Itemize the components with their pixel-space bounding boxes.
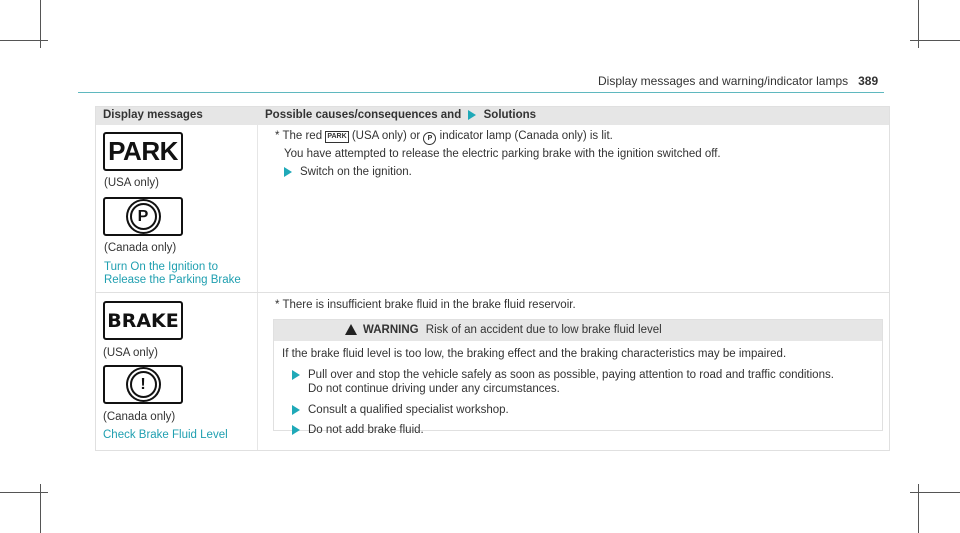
canada-only-note: (Canada only) (103, 411, 176, 423)
header-title: Display messages and warning/indicator lamps (598, 74, 849, 88)
cause-text: * The red PARK (USA only) or P indicator lamp (Canada only) is lit. (275, 130, 613, 145)
display-message-text: Turn On the Ignition to (104, 261, 219, 273)
canada-only-note: (Canada only) (104, 242, 177, 254)
warning-box (273, 319, 883, 436)
cause-text: * There is insufficient brake fluid in the brake fluid reservoir. (275, 299, 576, 311)
page-header (598, 74, 878, 88)
warning-text: If the brake fluid level is too low, the braking effect and the braking characteristics may be impaired. (282, 348, 787, 360)
parking-brake-inline-icon: P (423, 132, 436, 145)
arrow-icon (468, 110, 476, 120)
column-divider (257, 125, 258, 450)
solution-step: Switch on the ignition. (284, 166, 412, 178)
row-divider (96, 292, 889, 293)
usa-only-note: (USA only) (103, 347, 158, 359)
display-message-text: Check Brake Fluid Level (103, 429, 228, 441)
warning-triangle-icon (345, 324, 357, 335)
column-header-causes: Possible causes/consequences and Solutions (265, 109, 537, 121)
arrow-icon (292, 425, 300, 435)
display-message-text: Release the Parking Brake (104, 274, 241, 286)
brake-warning-lamp-icon: ! (103, 365, 183, 404)
warning-step-continued: Do not continue driving under any circumstances. (308, 383, 560, 395)
parking-brake-lamp-icon: P (103, 197, 183, 236)
arrow-icon (292, 405, 300, 415)
warning-step: Pull over and stop the vehicle safely as soon as possible, paying attention to road and traffic conditions. (292, 369, 834, 381)
column-header-display: Display messages (103, 109, 203, 121)
warning-title: WARNING Risk of an accident due to low brake fluid level (363, 324, 662, 336)
park-inline-icon: PARK (325, 131, 348, 143)
display-messages-table (95, 106, 890, 451)
arrow-icon (284, 167, 292, 177)
cause-text: You have attempted to release the electric parking brake with the ignition switched off. (284, 148, 721, 160)
warning-header (274, 320, 882, 341)
header-rule (78, 92, 884, 93)
arrow-icon (292, 370, 300, 380)
brake-lamp-icon: BRAKE (103, 301, 183, 340)
page-number: 389 (858, 74, 879, 88)
warning-step: Do not add brake fluid. (292, 424, 424, 436)
table-header (96, 107, 889, 125)
park-lamp-icon: PARK (103, 132, 183, 171)
warning-step: Consult a qualified specialist workshop. (292, 404, 509, 416)
usa-only-note: (USA only) (104, 177, 159, 189)
